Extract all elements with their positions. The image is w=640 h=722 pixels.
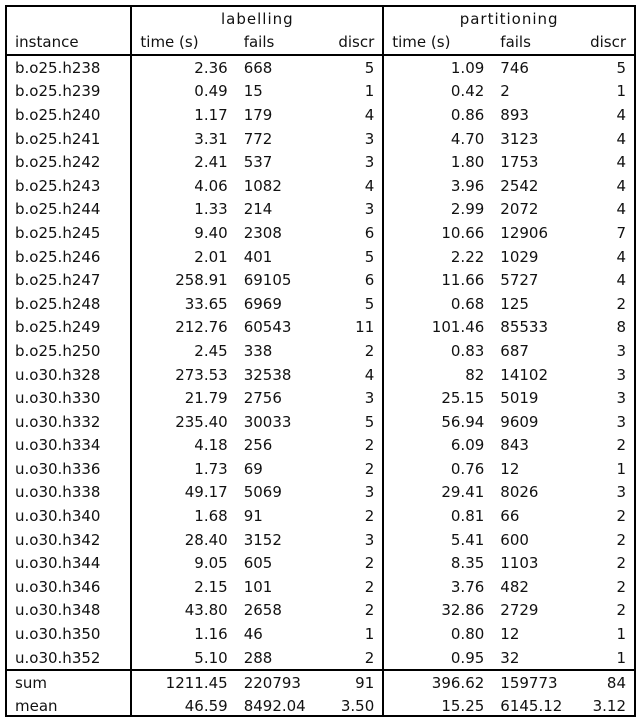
cell-instance: u.o30.h352 [7, 646, 131, 671]
cell-instance: u.o30.h348 [7, 599, 131, 623]
cell-fails-partitioning: 12 [500, 459, 520, 478]
cell-fails-labelling: 338 [243, 341, 273, 360]
cell-fails-partitioning: 5727 [500, 271, 539, 290]
cell-fails-partitioning: 600 [500, 530, 529, 549]
cell-fails-partitioning: 14102 [500, 365, 549, 384]
cell-instance: u.o30.h344 [7, 551, 131, 575]
cell-instance: b.o25.h243 [7, 174, 131, 198]
cell-time-partitioning: 0.76 [450, 459, 485, 478]
cell-time-labelling: 4.18 [194, 436, 228, 455]
cell-instance: b.o25.h242 [7, 150, 131, 174]
table-row [7, 174, 634, 198]
cell-fails-labelling: 6969 [243, 294, 282, 313]
table-row [7, 245, 634, 269]
cell-time-labelling: 43.80 [184, 601, 228, 620]
cell-time-partitioning: 1.80 [450, 153, 485, 172]
cell-time-partitioning: 1.09 [450, 58, 485, 77]
cell-time-labelling: 1211.45 [131, 670, 235, 694]
cell-time-partitioning: 6.09 [450, 436, 485, 455]
cell-discr-partitioning: 3 [616, 341, 626, 360]
cell-fails-partitioning: 893 [500, 105, 529, 124]
cell-fails-partitioning: 1029 [500, 247, 539, 266]
cell-fails-partitioning: 12 [500, 625, 520, 644]
cell-fails-labelling: 30033 [243, 412, 292, 431]
mean-row [7, 694, 634, 717]
cell-discr-partitioning: 2 [616, 294, 626, 313]
table-row [7, 198, 634, 222]
cell-fails-partitioning: 2542 [500, 176, 539, 195]
cell-fails-labelling: 1082 [243, 176, 282, 195]
cell-time-partitioning: 0.86 [450, 105, 485, 124]
cell-fails-labelling: 605 [243, 554, 273, 573]
cell-time-partitioning: 101.46 [431, 318, 485, 337]
cell-instance: u.o30.h346 [7, 575, 131, 599]
cell-time-partitioning: 11.66 [441, 271, 485, 290]
cell-discr-labelling: 4 [314, 103, 384, 127]
cell-fails-partitioning: 2072 [500, 200, 539, 219]
cell-time-labelling: 5.10 [194, 648, 228, 667]
cell-discr-labelling: 1 [314, 80, 384, 104]
cell-time-labelling: 1.33 [194, 200, 228, 219]
cell-fails-partitioning: 8026 [500, 483, 539, 502]
table-row [7, 363, 634, 387]
table-row [7, 127, 634, 151]
cell-discr-labelling: 5 [314, 292, 384, 316]
cell-discr-labelling: 91 [314, 670, 384, 694]
cell-discr-partitioning: 4 [616, 200, 626, 219]
cell-discr-labelling: 6 [314, 268, 384, 292]
cell-fails-labelling: 32538 [243, 365, 292, 384]
table-row [7, 551, 634, 575]
cell-time-labelling: 4.06 [194, 176, 228, 195]
cell-fails-labelling: 69105 [243, 271, 292, 290]
cell-time-labelling: 1.73 [194, 459, 228, 478]
cell-fails-partitioning: 125 [500, 294, 529, 313]
cell-discr-labelling: 5 [314, 55, 384, 80]
column-header-row [7, 30, 634, 55]
group-header-row [7, 7, 634, 30]
column-header-time-partitioning: time (s) [383, 30, 492, 55]
cell-discr-partitioning: 4 [616, 176, 626, 195]
cell-discr-labelling: 3 [314, 481, 384, 505]
table-row [7, 528, 634, 552]
cell-fails-labelling: 214 [243, 200, 273, 219]
column-header-fails-partitioning: fails [492, 30, 572, 55]
cell-fails-labelling: 101 [243, 577, 273, 596]
table-row [7, 150, 634, 174]
cell-instance: b.o25.h239 [7, 80, 131, 104]
table-row [7, 410, 634, 434]
cell-time-labelling: 1.68 [194, 507, 228, 526]
cell-discr-partitioning: 3 [616, 412, 626, 431]
cell-discr-labelling: 3 [314, 198, 384, 222]
cell-discr-partitioning: 84 [572, 670, 634, 694]
cell-instance: b.o25.h246 [7, 245, 131, 269]
results-table [7, 7, 634, 717]
cell-time-labelling: 33.65 [184, 294, 228, 313]
cell-discr-partitioning: 4 [616, 153, 626, 172]
cell-fails-partitioning: 9609 [500, 412, 539, 431]
cell-fails-labelling: 3152 [243, 530, 282, 549]
table-row [7, 434, 634, 458]
cell-fails-partitioning: 2729 [500, 601, 539, 620]
cell-discr-partitioning: 1 [616, 82, 626, 101]
cell-instance: u.o30.h328 [7, 363, 131, 387]
cell-time-partitioning: 2.22 [450, 247, 485, 266]
cell-discr-partitioning: 4 [616, 129, 626, 148]
cell-fails-labelling: 8492.04 [243, 696, 306, 715]
cell-time-partitioning: 25.15 [441, 389, 485, 408]
cell-discr-labelling: 2 [314, 551, 384, 575]
cell-fails-partitioning: 843 [500, 436, 529, 455]
cell-fails-labelling: 772 [243, 129, 273, 148]
table-row [7, 339, 634, 363]
cell-time-partitioning: 29.41 [441, 483, 485, 502]
cell-discr-partitioning: 7 [616, 223, 626, 242]
cell-discr-partitioning: 4 [616, 105, 626, 124]
table-row [7, 268, 634, 292]
cell-time-labelling: 9.40 [194, 223, 228, 242]
cell-time-partitioning: 0.80 [450, 625, 485, 644]
cell-discr-labelling: 2 [314, 339, 384, 363]
cell-discr-partitioning: 4 [616, 271, 626, 290]
cell-instance: u.o30.h338 [7, 481, 131, 505]
cell-instance: mean [7, 694, 131, 717]
cell-fails-labelling: 46 [243, 625, 263, 644]
cell-time-partitioning: 15.25 [441, 696, 485, 715]
cell-time-labelling: 9.05 [194, 554, 228, 573]
cell-fails-labelling: 5069 [243, 483, 282, 502]
table-row [7, 80, 634, 104]
cell-instance: u.o30.h336 [7, 457, 131, 481]
cell-instance: b.o25.h250 [7, 339, 131, 363]
table-row [7, 292, 634, 316]
cell-fails-labelling: 2308 [243, 223, 282, 242]
cell-discr-labelling: 1 [314, 622, 384, 646]
cell-time-labelling: 2.15 [194, 577, 228, 596]
cell-fails-labelling: 91 [243, 507, 263, 526]
table-row [7, 481, 634, 505]
cell-fails-partitioning: 746 [500, 58, 529, 77]
cell-discr-labelling: 3 [314, 127, 384, 151]
cell-fails-labelling: 537 [243, 153, 273, 172]
cell-time-labelling: 2.01 [194, 247, 228, 266]
cell-time-labelling: 2.36 [194, 58, 228, 77]
cell-instance: u.o30.h332 [7, 410, 131, 434]
table-row [7, 103, 634, 127]
cell-time-labelling: 46.59 [184, 696, 228, 715]
cell-discr-partitioning: 1 [616, 459, 626, 478]
cell-discr-partitioning: 1 [616, 648, 626, 667]
cell-discr-labelling: 2 [314, 646, 384, 671]
cell-time-partitioning: 3.96 [450, 176, 485, 195]
column-header-discr-partitioning: discr [572, 30, 634, 55]
group-header-labelling: labelling [131, 7, 383, 30]
cell-fails-labelling: 69 [243, 459, 263, 478]
group-header-partitioning: partitioning [459, 9, 559, 28]
cell-time-labelling: 49.17 [184, 483, 228, 502]
cell-time-partitioning: 0.68 [450, 294, 485, 313]
cell-discr-partitioning: 3 [616, 483, 626, 502]
cell-discr-labelling: 6 [314, 221, 384, 245]
cell-discr-labelling: 5 [314, 410, 384, 434]
cell-discr-labelling: 4 [314, 363, 384, 387]
cell-fails-partitioning: 12906 [500, 223, 549, 242]
cell-discr-labelling: 2 [314, 457, 384, 481]
cell-discr-labelling: 3 [314, 386, 384, 410]
cell-fails-labelling: 60543 [243, 318, 292, 337]
table-row [7, 599, 634, 623]
cell-time-labelling: 0.49 [194, 82, 228, 101]
cell-discr-partitioning: 1 [616, 625, 626, 644]
cell-time-labelling: 1.16 [194, 625, 228, 644]
cell-time-partitioning: 82 [465, 365, 485, 384]
cell-discr-labelling: 5 [314, 245, 384, 269]
cell-fails-labelling: 668 [243, 58, 273, 77]
table-row [7, 622, 634, 646]
cell-discr-partitioning: 2 [616, 577, 626, 596]
cell-fails-partitioning: 32 [500, 648, 520, 667]
cell-discr-labelling: 3 [314, 150, 384, 174]
cell-discr-labelling: 2 [314, 434, 384, 458]
sum-row [7, 670, 634, 694]
cell-instance: b.o25.h241 [7, 127, 131, 151]
cell-time-labelling: 212.76 [175, 318, 228, 337]
cell-discr-partitioning: 4 [616, 247, 626, 266]
cell-fails-partitioning: 1103 [500, 554, 539, 573]
cell-time-labelling: 235.40 [175, 412, 228, 431]
cell-fails-labelling: 2658 [243, 601, 282, 620]
cell-discr-labelling: 3 [314, 528, 384, 552]
cell-fails-partitioning: 2 [500, 82, 510, 101]
cell-instance: u.o30.h342 [7, 528, 131, 552]
cell-discr-partitioning: 2 [616, 601, 626, 620]
cell-fails-partitioning: 66 [500, 507, 520, 526]
cell-fails-labelling: 256 [243, 436, 273, 455]
cell-instance: b.o25.h240 [7, 103, 131, 127]
cell-fails-partitioning: 6145.12 [500, 696, 563, 715]
cell-instance: u.o30.h340 [7, 504, 131, 528]
cell-discr-partitioning: 2 [616, 436, 626, 455]
cell-fails-labelling: 401 [243, 247, 273, 266]
cell-time-partitioning: 0.81 [450, 507, 485, 526]
cell-instance: b.o25.h248 [7, 292, 131, 316]
cell-fails-partitioning: 85533 [500, 318, 549, 337]
column-header-instance: instance [7, 30, 131, 55]
cell-discr-partitioning: 8 [616, 318, 626, 337]
cell-time-partitioning: 396.62 [383, 670, 492, 694]
cell-time-partitioning: 0.42 [450, 82, 485, 101]
table-row [7, 457, 634, 481]
table-row [7, 55, 634, 80]
table-row [7, 386, 634, 410]
cell-time-labelling: 2.45 [194, 341, 228, 360]
cell-instance: u.o30.h334 [7, 434, 131, 458]
cell-fails-partitioning: 482 [500, 577, 529, 596]
cell-discr-partitioning: 2 [616, 530, 626, 549]
group-header-blank [7, 7, 131, 30]
cell-fails-labelling: 179 [243, 105, 273, 124]
cell-discr-labelling: 2 [314, 504, 384, 528]
cell-discr-labelling: 4 [314, 174, 384, 198]
cell-time-labelling: 28.40 [184, 530, 228, 549]
table-row [7, 575, 634, 599]
cell-time-partitioning: 5.41 [450, 530, 485, 549]
cell-discr-partitioning: 3 [616, 389, 626, 408]
table-row [7, 221, 634, 245]
table-row [7, 646, 634, 671]
cell-time-labelling: 1.17 [194, 105, 228, 124]
column-header-fails-labelling: fails [236, 30, 314, 55]
cell-discr-labelling: 2 [314, 575, 384, 599]
cell-time-partitioning: 0.95 [450, 648, 485, 667]
cell-discr-labelling: 2 [314, 599, 384, 623]
cell-instance: sum [7, 670, 131, 694]
column-header-time-labelling: time (s) [131, 30, 235, 55]
cell-time-partitioning: 0.83 [450, 341, 485, 360]
cell-time-partitioning: 10.66 [441, 223, 485, 242]
cell-fails-partitioning: 159773 [492, 670, 572, 694]
cell-instance: u.o30.h350 [7, 622, 131, 646]
cell-fails-partitioning: 3123 [500, 129, 539, 148]
table-row [7, 316, 634, 340]
cell-instance: b.o25.h247 [7, 268, 131, 292]
cell-fails-labelling: 220793 [236, 670, 314, 694]
cell-instance: b.o25.h238 [7, 55, 131, 80]
cell-fails-labelling: 15 [243, 82, 263, 101]
cell-instance: b.o25.h244 [7, 198, 131, 222]
cell-discr-partitioning: 5 [616, 58, 626, 77]
cell-time-labelling: 2.41 [194, 153, 228, 172]
cell-instance: b.o25.h249 [7, 316, 131, 340]
cell-fails-partitioning: 5019 [500, 389, 539, 408]
cell-time-partitioning: 4.70 [450, 129, 485, 148]
cell-time-labelling: 21.79 [184, 389, 228, 408]
cell-discr-partitioning: 2 [616, 554, 626, 573]
cell-discr-partitioning: 2 [616, 507, 626, 526]
cell-time-partitioning: 8.35 [450, 554, 485, 573]
cell-fails-partitioning: 687 [500, 341, 529, 360]
column-header-discr-labelling: discr [314, 30, 384, 55]
cell-fails-partitioning: 1753 [500, 153, 539, 172]
cell-time-partitioning: 56.94 [441, 412, 485, 431]
cell-instance: u.o30.h330 [7, 386, 131, 410]
cell-discr-partitioning: 3.12 [592, 696, 626, 715]
cell-discr-labelling: 3.50 [314, 694, 384, 717]
table-row [7, 504, 634, 528]
cell-fails-labelling: 2756 [243, 389, 282, 408]
cell-time-labelling: 273.53 [175, 365, 228, 384]
cell-instance: b.o25.h245 [7, 221, 131, 245]
cell-time-labelling: 3.31 [194, 129, 228, 148]
cell-time-partitioning: 3.76 [450, 577, 485, 596]
cell-discr-labelling: 11 [314, 316, 384, 340]
cell-fails-labelling: 288 [243, 648, 273, 667]
cell-time-partitioning: 2.99 [450, 200, 485, 219]
cell-time-partitioning: 32.86 [441, 601, 485, 620]
results-table-frame [5, 5, 636, 717]
cell-time-labelling: 258.91 [175, 271, 228, 290]
cell-discr-partitioning: 3 [616, 365, 626, 384]
